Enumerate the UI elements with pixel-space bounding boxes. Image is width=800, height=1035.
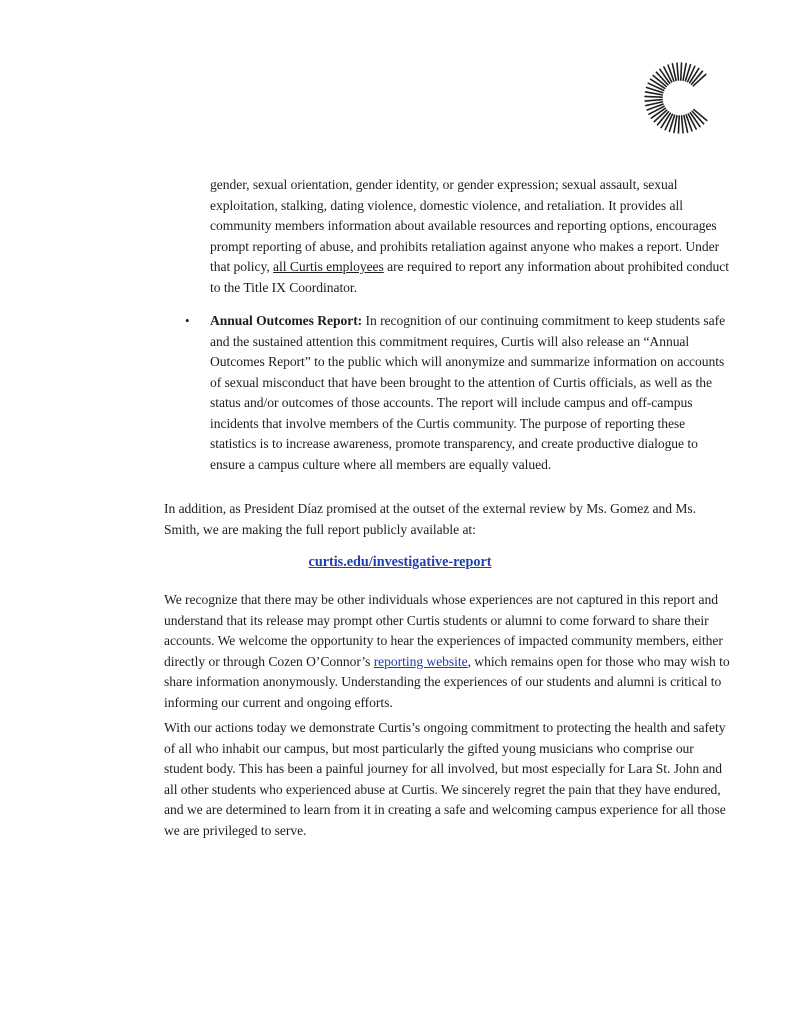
curtis-logo-icon	[644, 62, 716, 134]
reporting-website-link[interactable]: reporting website	[373, 653, 468, 669]
logo-ray	[681, 63, 682, 80]
curtis-employees-underline: all Curtis employees	[273, 259, 384, 274]
policy-paragraph	[210, 175, 730, 298]
logo-ray	[645, 96, 662, 97]
logo-ray	[678, 116, 679, 133]
annual-outcomes-heading: Annual Outcomes Report:	[210, 313, 363, 328]
logo-ray	[677, 63, 678, 80]
addition-paragraph: In addition, as President Díaz promised at the outset of the external review by Ms. Gomez and Ms. Smith, we are making the full report publicly available at:	[164, 501, 696, 537]
annual-outcomes-body: In recognition of our continuing commitment to keep students safe and the sustained attention this commitment requires, Curtis will also release an “Annual Outcomes Report” to the public which will anonymize and summarize information on accounts of sexual misconduct that have been brought to the attention of Curtis officials, as well as the status and/or outcomes of those accounts. The report will include campus and off-campus incidents that involve members of the Curtis community. The purpose of reporting these statistics is to increase awareness, promote transparency, and create productive dialogue to ensure a campus culture where all members are equally valued.	[210, 313, 726, 472]
recognize-paragraph	[164, 590, 734, 713]
logo-ray	[645, 100, 662, 101]
report-link-line	[0, 553, 800, 571]
actions-paragraph: With our actions today we demonstrate Curtis’s ongoing commitment to protecting the health and safety of all who inhabit our campus, but most particularly the gifted young musicians who comprise our student body. This has been a painful journey for all involved, but most especially for Lara St. John and all other students who experienced abuse at Curtis. We sincerely regret the pain that they have endured, and we are determined to learn from it in creating a safe and welcoming campus experience for all those we are privileged to serve.	[164, 720, 726, 838]
policy-text-start: gender, sexual orientation, gender identity, or gender expression; sexual assault, sexual exploitation, stalking, dating violence, domestic violence, and retaliation. It provides all community members information about available resources and reporting options, encourages prompt reporting of abuse, and prohibits retaliation against anyone who makes a report. Under that policy,	[210, 177, 720, 274]
policy-text-end: are required to report any information about prohibited conduct to the Title IX Coordinator.	[210, 259, 730, 295]
logo-ray	[682, 116, 683, 133]
bullet-point: •	[185, 313, 190, 328]
recognize-text-end: , which remains open for those who may wish to share information anonymously. Understanding the experiences of our students and alumni is critical to informing our current and ongoing efforts.	[164, 653, 730, 710]
recognize-text-start: We recognize that there may be other individuals whose experiences are not captured in this report and understand that its release may prompt other Curtis students or alumni to come forward to share their accounts. We welcome the opportunity to hear the experiences of impacted community members, either directly or through Cozen O’Connor’s	[164, 592, 723, 669]
investigative-report-link[interactable]: curtis.edu/investigative-report	[308, 554, 492, 570]
annual-outcomes-paragraph	[210, 311, 730, 475]
